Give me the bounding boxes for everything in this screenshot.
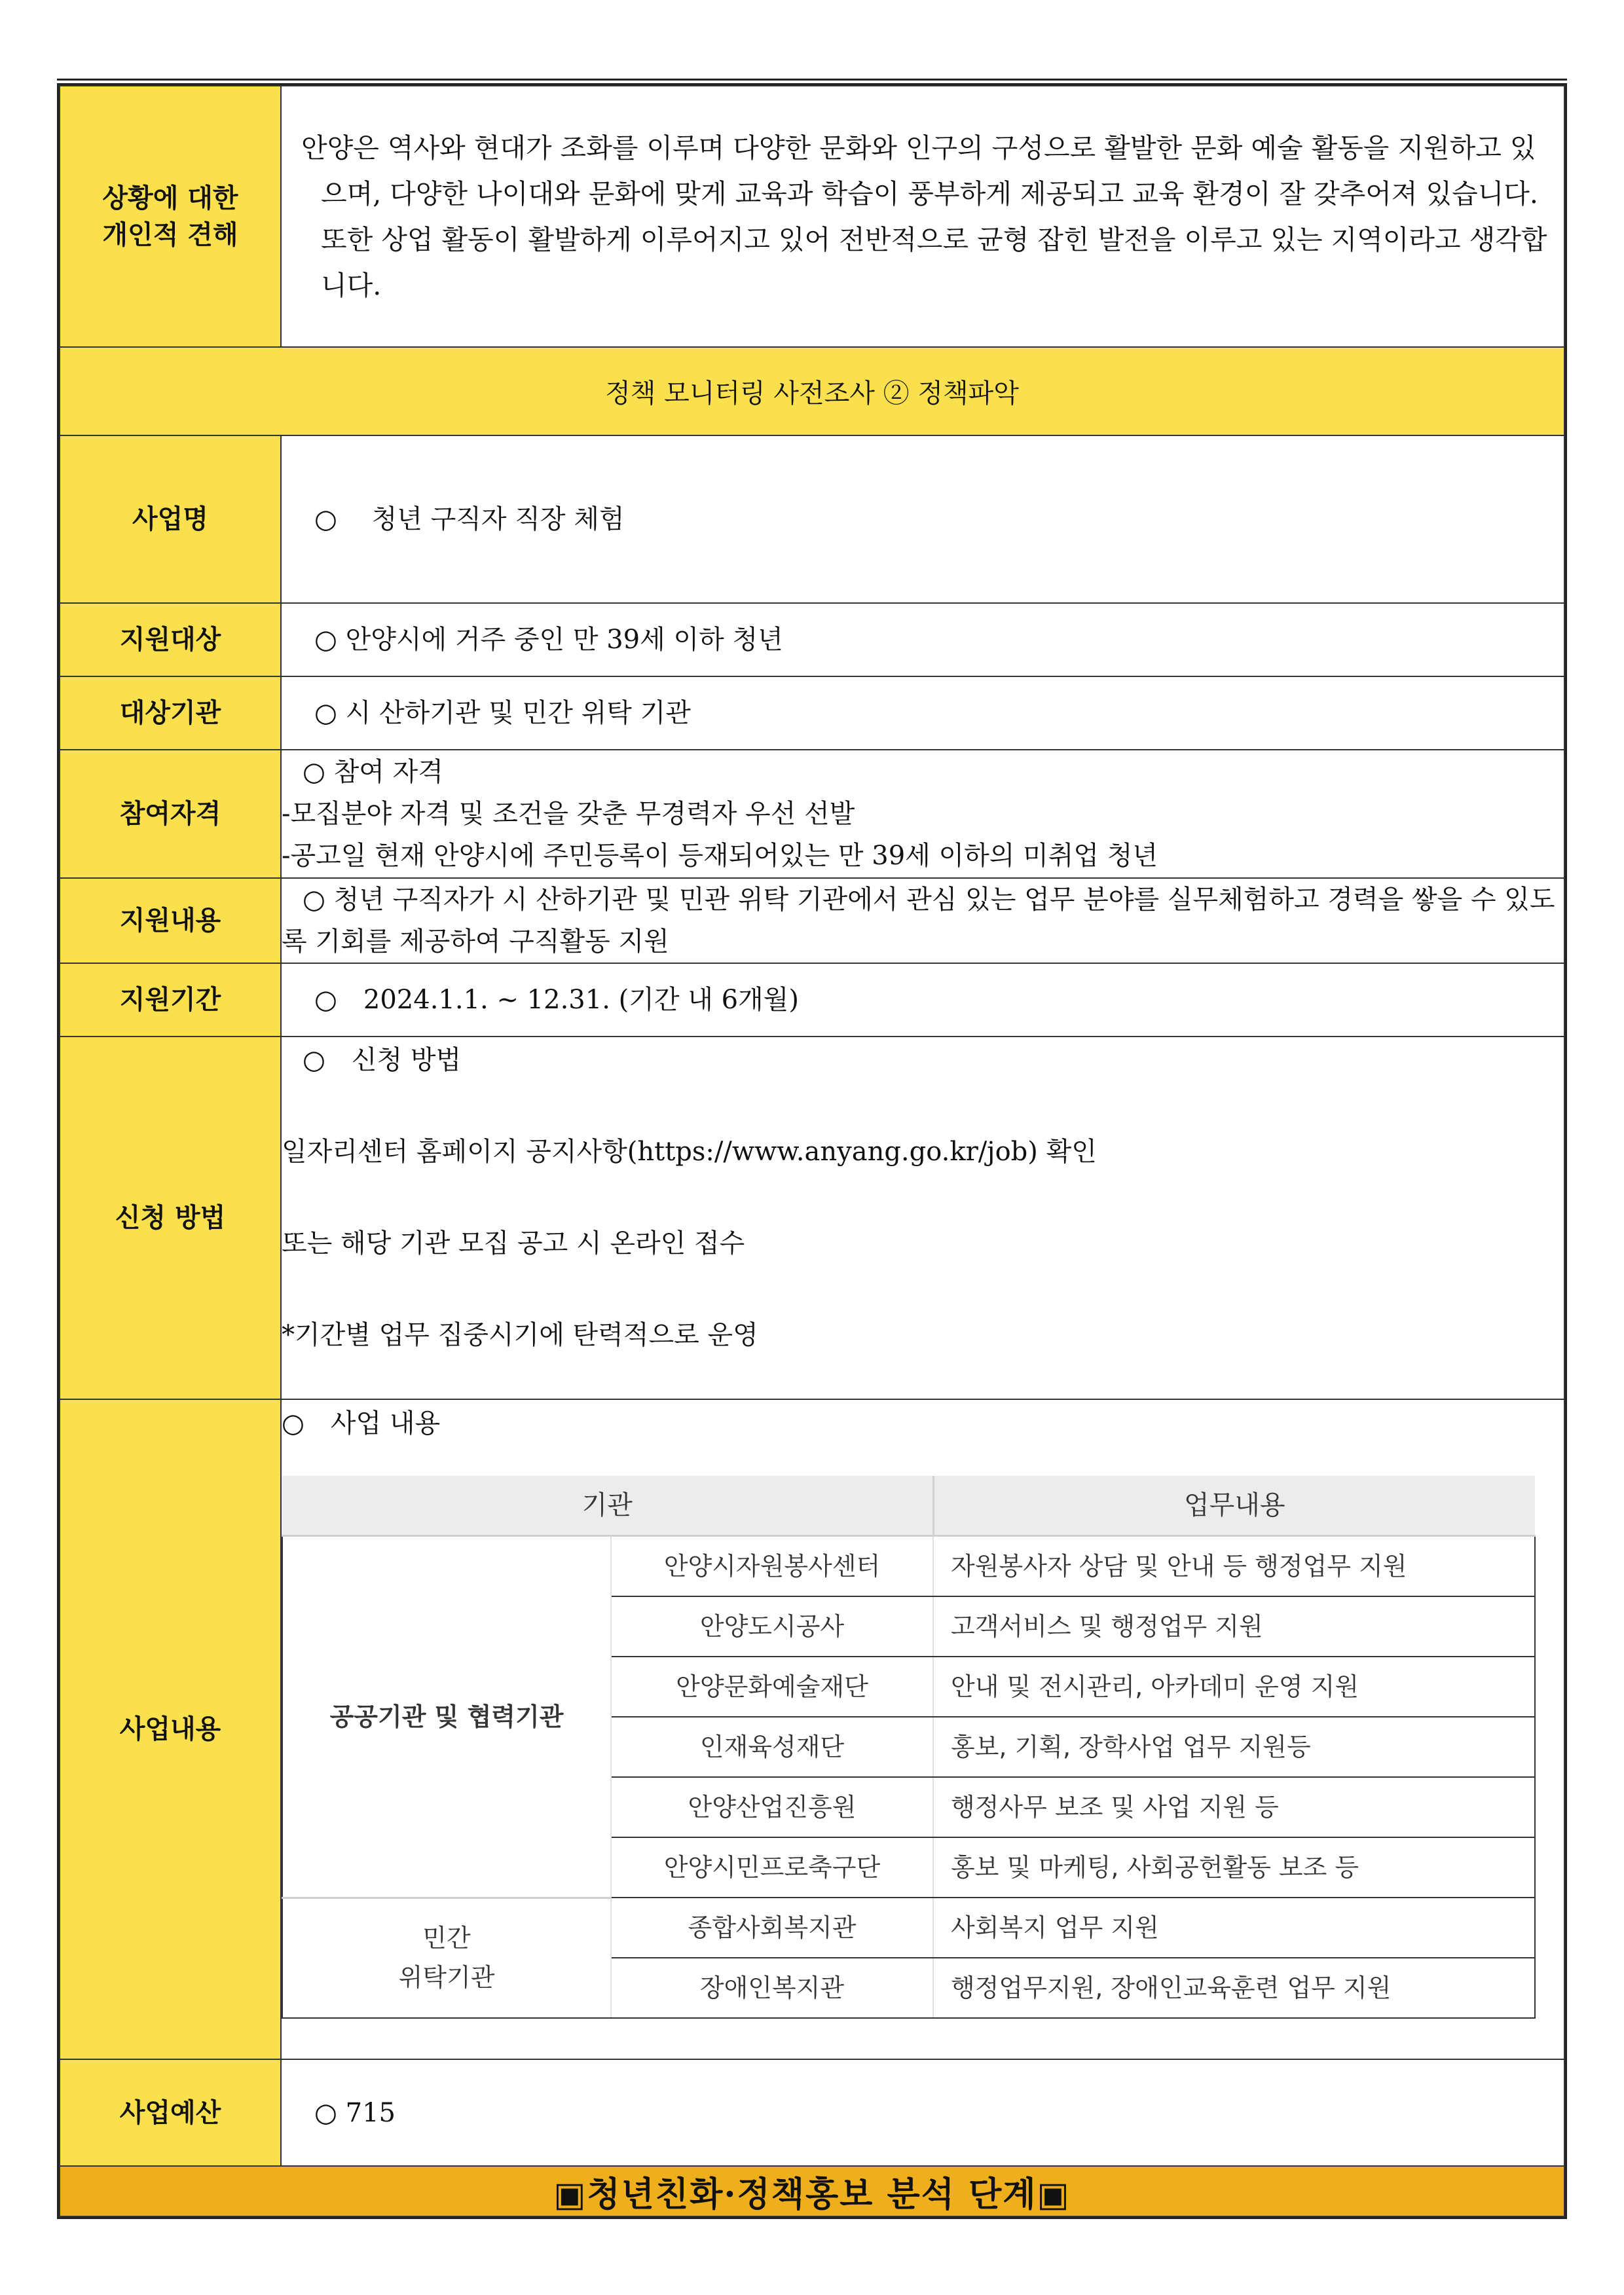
budget-row — [60, 2059, 1564, 2166]
task-description: 자원봉사자 상담 및 안내 등 행정업무 지원 — [933, 1536, 1535, 1597]
inner-header-task: 업무내용 — [933, 1476, 1535, 1536]
target-value: ○ 안양시에 거주 중인 만 39세 이하 청년 — [281, 603, 1564, 676]
institution-name: 종합사회복지관 — [611, 1898, 933, 1958]
task-description: 홍보, 기획, 장학사업 업무 지원등 — [933, 1717, 1535, 1777]
task-description: 행정사무 보조 및 사업 지원 등 — [933, 1777, 1535, 1837]
group-private: 민간 위탁기관 — [282, 1898, 611, 2018]
task-description: 홍보 및 마케팅, 사회공헌활동 보조 등 — [933, 1837, 1535, 1898]
inner-header-inst: 기관 — [282, 1476, 933, 1536]
period-label: 지원기간 — [60, 963, 281, 1037]
table-row — [282, 1898, 1535, 1958]
task-description: 사회복지 업무 지원 — [933, 1898, 1535, 1958]
inner-header-row — [282, 1476, 1535, 1536]
qualification-line: -공고일 현재 안양시에 주민등록이 등재되어있는 만 39세 이하의 미취업 청년 — [282, 841, 1158, 871]
task-description: 행정업무지원, 장애인교육훈련 업무 지원 — [933, 1958, 1535, 2018]
content-cell — [281, 1399, 1564, 2059]
section-band-row — [60, 347, 1564, 435]
budget-value: ○ 715 — [281, 2059, 1564, 2166]
apply-line: 일자리센터 홈페이지 공지사항(https://www.anyang.go.kr/job) 확인 — [282, 1137, 1097, 1167]
institution-name: 장애인복지관 — [611, 1958, 933, 2018]
institution-row — [60, 676, 1564, 750]
apply-line: 또는 해당 기관 모집 공고 시 온라인 접수 — [282, 1228, 745, 1258]
table-row — [282, 1536, 1535, 1597]
content-label: 사업내용 — [60, 1399, 281, 2059]
institution-value: ○ 시 산하기관 및 민간 위탁 기관 — [281, 676, 1564, 750]
apply-heading: ○ 신청 방법 — [303, 1045, 462, 1075]
policy-document — [57, 83, 1567, 2219]
content-row — [60, 1399, 1564, 2059]
support-label: 지원내용 — [60, 878, 281, 963]
footer-band-row — [60, 2166, 1564, 2216]
opinion-text-cell — [281, 86, 1564, 347]
apply-line: *기간별 업무 집중시기에 탄력적으로 운영 — [282, 1320, 758, 1350]
apply-row — [60, 1037, 1564, 1399]
institution-name: 안양시민프로축구단 — [611, 1837, 933, 1898]
group-public: 공공기관 및 협력기관 — [282, 1536, 611, 1898]
period-row — [60, 963, 1564, 1037]
institution-name: 인재육성재단 — [611, 1717, 933, 1777]
policy-table — [59, 85, 1565, 2217]
institution-label: 대상기관 — [60, 676, 281, 750]
support-row — [60, 878, 1564, 963]
institution-name: 안양산업진흥원 — [611, 1777, 933, 1837]
qualification-row — [60, 750, 1564, 878]
qualification-cell — [281, 750, 1564, 878]
target-label: 지원대상 — [60, 603, 281, 676]
business-name-label: 사업명 — [60, 435, 281, 603]
institution-name: 안양도시공사 — [611, 1596, 933, 1657]
business-name-row — [60, 435, 1564, 603]
support-value: ○ 청년 구직자가 시 산하기관 및 민관 위탁 기관에서 관심 있는 업무 분야를 실무체험하고 경력을 쌓을 수 있도록 기회를 제공하여 구직활동 지원 — [281, 878, 1564, 963]
footer-band: ▣청년친화·정책홍보 분석 단계▣ — [60, 2166, 1564, 2216]
top-rule — [57, 79, 1567, 81]
opinion-text: 안양은 역사와 현대가 조화를 이루며 다양한 문화와 인구의 구성으로 활발한 문화 예술 활동을 지원하고 있으며, 다양한 나이대와 문화에 맞게 교육과 학습이 풍부하게 제공되고 교육 환경이 잘 갖추어져 있습니다. 또한 상업 활동이 활발하게 이루어지고 있어 전반적으로 균형 잡힌 발전을 이루고 있는 지역이라고 생각합니다. — [301, 132, 1547, 301]
task-description: 고객서비스 및 행정업무 지원 — [933, 1596, 1535, 1657]
opinion-row — [60, 86, 1564, 347]
qualification-label: 참여자격 — [60, 750, 281, 878]
target-row — [60, 603, 1564, 676]
business-name-value: ○ 청년 구직자 직장 체험 — [281, 435, 1564, 603]
apply-cell — [281, 1037, 1564, 1399]
task-description: 안내 및 전시관리, 아카데미 운영 지원 — [933, 1657, 1535, 1717]
period-value: ○ 2024.1.1. ~ 12.31. (기간 내 6개월) — [281, 963, 1564, 1037]
institution-task-table — [282, 1476, 1536, 2019]
institution-name: 안양문화예술재단 — [611, 1657, 933, 1717]
institution-name: 안양시자원봉사센터 — [611, 1536, 933, 1597]
qualification-heading: ○ 참여 자격 — [303, 757, 443, 787]
budget-label: 사업예산 — [60, 2059, 281, 2166]
opinion-label: 상황에 대한 개인적 견해 — [60, 86, 281, 347]
apply-label: 신청 방법 — [60, 1037, 281, 1399]
qualification-line: -모집분야 자격 및 조건을 갖춘 무경력자 우선 선발 — [282, 799, 855, 829]
content-heading: ○ 사업 내용 — [282, 1408, 441, 1439]
section-band: 정책 모니터링 사전조사 ② 정책파악 — [60, 347, 1564, 435]
